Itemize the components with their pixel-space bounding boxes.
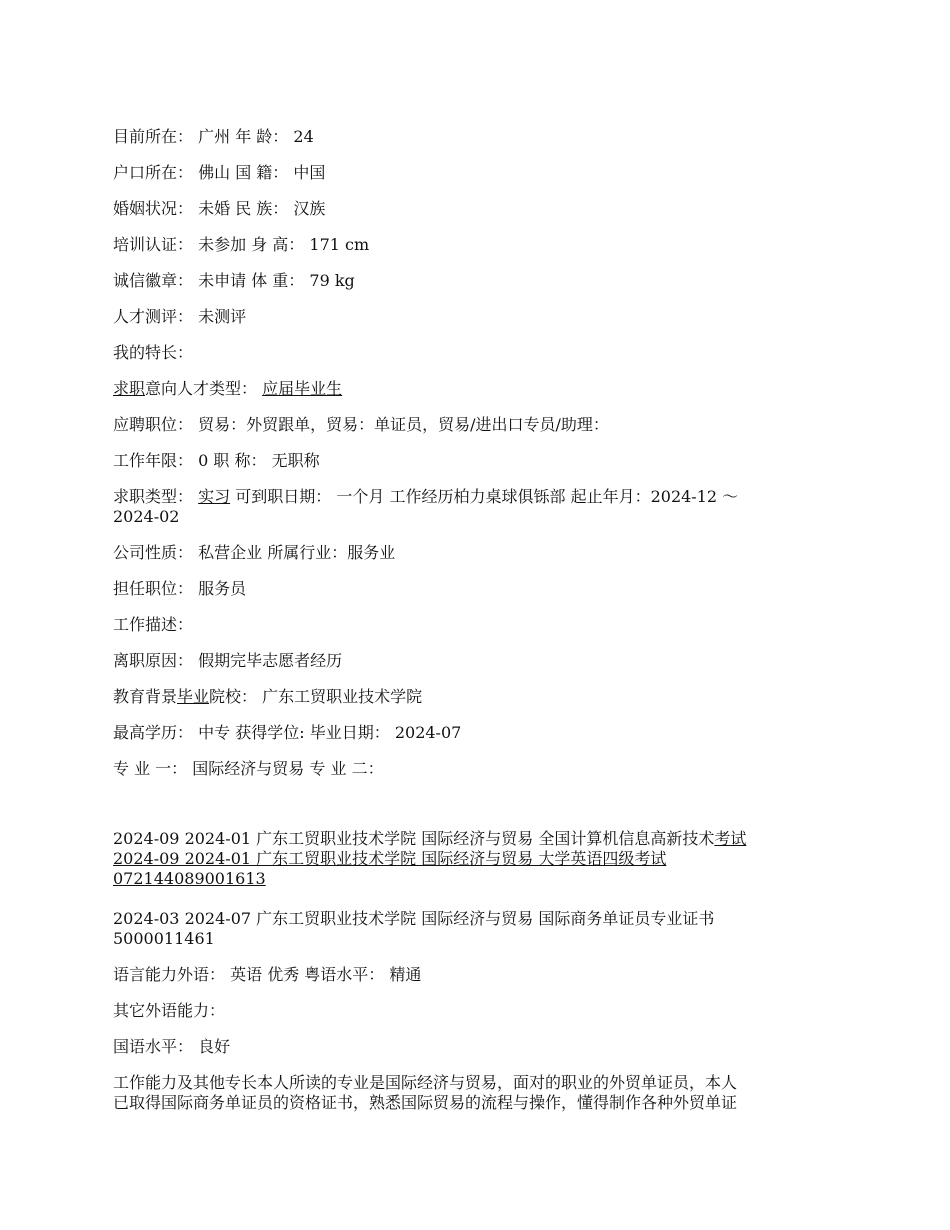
value: 无职称 [271, 451, 320, 470]
label: 意向人才类型： [145, 379, 258, 398]
value: 未申请 [198, 271, 247, 290]
label: 起止年月： [570, 487, 651, 506]
row-mandarin [113, 1037, 230, 1057]
label: 获得学位: [235, 723, 305, 742]
label: 所属行业： [267, 543, 348, 562]
row-integrity-weight [113, 271, 355, 291]
value: 中国 [293, 163, 326, 182]
value: 服务员 [198, 579, 247, 598]
row-company-type [113, 543, 395, 563]
row-leave [113, 651, 342, 671]
label: 我的特长： [113, 343, 194, 362]
value: 佛山 [198, 163, 231, 182]
value: 柏力桌球俱铄部 [453, 487, 566, 506]
label: 公司性质： [113, 543, 194, 562]
label: 最高学历： [113, 723, 194, 742]
label: 专 业 一： [113, 759, 188, 778]
row-language [113, 965, 421, 985]
paragraph-line: 工作能力及其他专长本人所读的专业是国际经济与贸易，面对的职业的外贸单证员，本人 [113, 1073, 738, 1092]
graduate-link[interactable]: 毕业 [177, 687, 210, 706]
label: 求职类型： [113, 487, 194, 506]
label: 职 称： [213, 451, 267, 470]
label: 目前所在： [113, 127, 194, 146]
label: 院校： [209, 687, 258, 706]
value: 服务业 [347, 543, 396, 562]
row-hukou-nationality [113, 163, 325, 183]
label: 离职原因： [113, 651, 194, 670]
value: 未婚 [198, 199, 231, 218]
value: 79 kg [309, 271, 355, 290]
ability-paragraph [113, 1073, 843, 1113]
label: 人才测评： [113, 307, 194, 326]
label: 语言能力外语： [113, 965, 226, 984]
certificate-entry-link[interactable]: 2024-09 2024-01 广东工贸职业技术学院 国际经济与贸易 大学英语四级考试 [113, 849, 667, 868]
label: 国语水平： [113, 1037, 194, 1056]
label: 诚信徽章： [113, 271, 194, 290]
value: 私营企业 [198, 543, 263, 562]
row-assessment [113, 307, 246, 327]
value: 一个月 [336, 487, 385, 506]
certificate-number-link[interactable]: 072144089001613 [113, 869, 266, 888]
label: 体 重： [251, 271, 305, 290]
certificate-entry-3 [113, 909, 833, 949]
jobtype-link[interactable]: 实习 [198, 487, 231, 506]
label: 国 籍： [235, 163, 289, 182]
label: 粤语水平： [304, 965, 385, 984]
row-jobtype [113, 487, 833, 527]
value: 良好 [198, 1037, 231, 1056]
value: 汉族 [293, 199, 326, 218]
value: 未参加 [198, 235, 247, 254]
exam-link[interactable]: 考试 [714, 829, 747, 848]
row-role [113, 579, 246, 599]
certificate-number: 5000011461 [113, 929, 215, 948]
label: 毕业日期： [309, 723, 390, 742]
section-title: 工作经历 [389, 487, 454, 506]
label: 户口所在： [113, 163, 194, 182]
row-other-language [113, 1001, 225, 1021]
value: 精通 [389, 965, 422, 984]
value: 2024-12 ～ [650, 487, 739, 506]
value: 假期完毕志愿者经历 [198, 651, 343, 670]
value: 0 [198, 451, 209, 470]
label: 身 高： [251, 235, 305, 254]
certificate-entry: 2024-09 2024-01 广东工贸职业技术学院 国际经济与贸易 全国计算机信息高新技术 [113, 829, 715, 848]
certificates-block [113, 829, 833, 889]
value: 未测评 [198, 307, 247, 326]
label: 其它外语能力： [113, 1001, 226, 1020]
intent-link[interactable]: 求职 [113, 379, 146, 398]
row-years-title [113, 451, 320, 471]
label: 工作年限： [113, 451, 194, 470]
row-desc [113, 615, 193, 635]
row-positions [113, 415, 609, 435]
label: 应聘职位： [113, 415, 194, 434]
label: 年 龄： [235, 127, 289, 146]
row-education [113, 687, 422, 707]
certificate-entry: 2024-03 2024-07 广东工贸职业技术学院 国际经济与贸易 国际商务单证员专业证书 [113, 909, 715, 928]
intent-value-link[interactable]: 应届毕业生 [262, 379, 343, 398]
row-majors [113, 759, 384, 779]
row-location-age [113, 127, 314, 147]
label: 担任职位： [113, 579, 194, 598]
value: 贸易：外贸跟单，贸易：单证员，贸易/进出口专员/助理： [198, 415, 609, 434]
value: 2024-02 [113, 507, 180, 526]
row-marital-ethnic [113, 199, 325, 219]
value: 英语 优秀 [230, 965, 300, 984]
label: 工作描述： [113, 615, 194, 634]
value: 2024-07 [394, 723, 462, 742]
value: 广州 [198, 127, 231, 146]
value: 171 cm [309, 235, 370, 254]
row-specialty [113, 343, 193, 363]
section-title: 教育背景 [113, 687, 178, 706]
label: 婚姻状况： [113, 199, 194, 218]
label: 可到职日期： [235, 487, 332, 506]
value: 中专 [198, 723, 231, 742]
label: 民 族： [235, 199, 289, 218]
paragraph-line: 已取得国际商务单证员的资格证书，熟悉国际贸易的流程与操作，懂得制作各种外贸单证 [113, 1093, 738, 1112]
value: 24 [293, 127, 314, 146]
value: 广东工贸职业技术学院 [262, 687, 423, 706]
row-training-height [113, 235, 369, 255]
row-intent [113, 379, 342, 399]
label: 专 业 二： [309, 759, 384, 778]
row-degree [113, 723, 461, 743]
value: 国际经济与贸易 [192, 759, 305, 778]
label: 培训认证： [113, 235, 194, 254]
